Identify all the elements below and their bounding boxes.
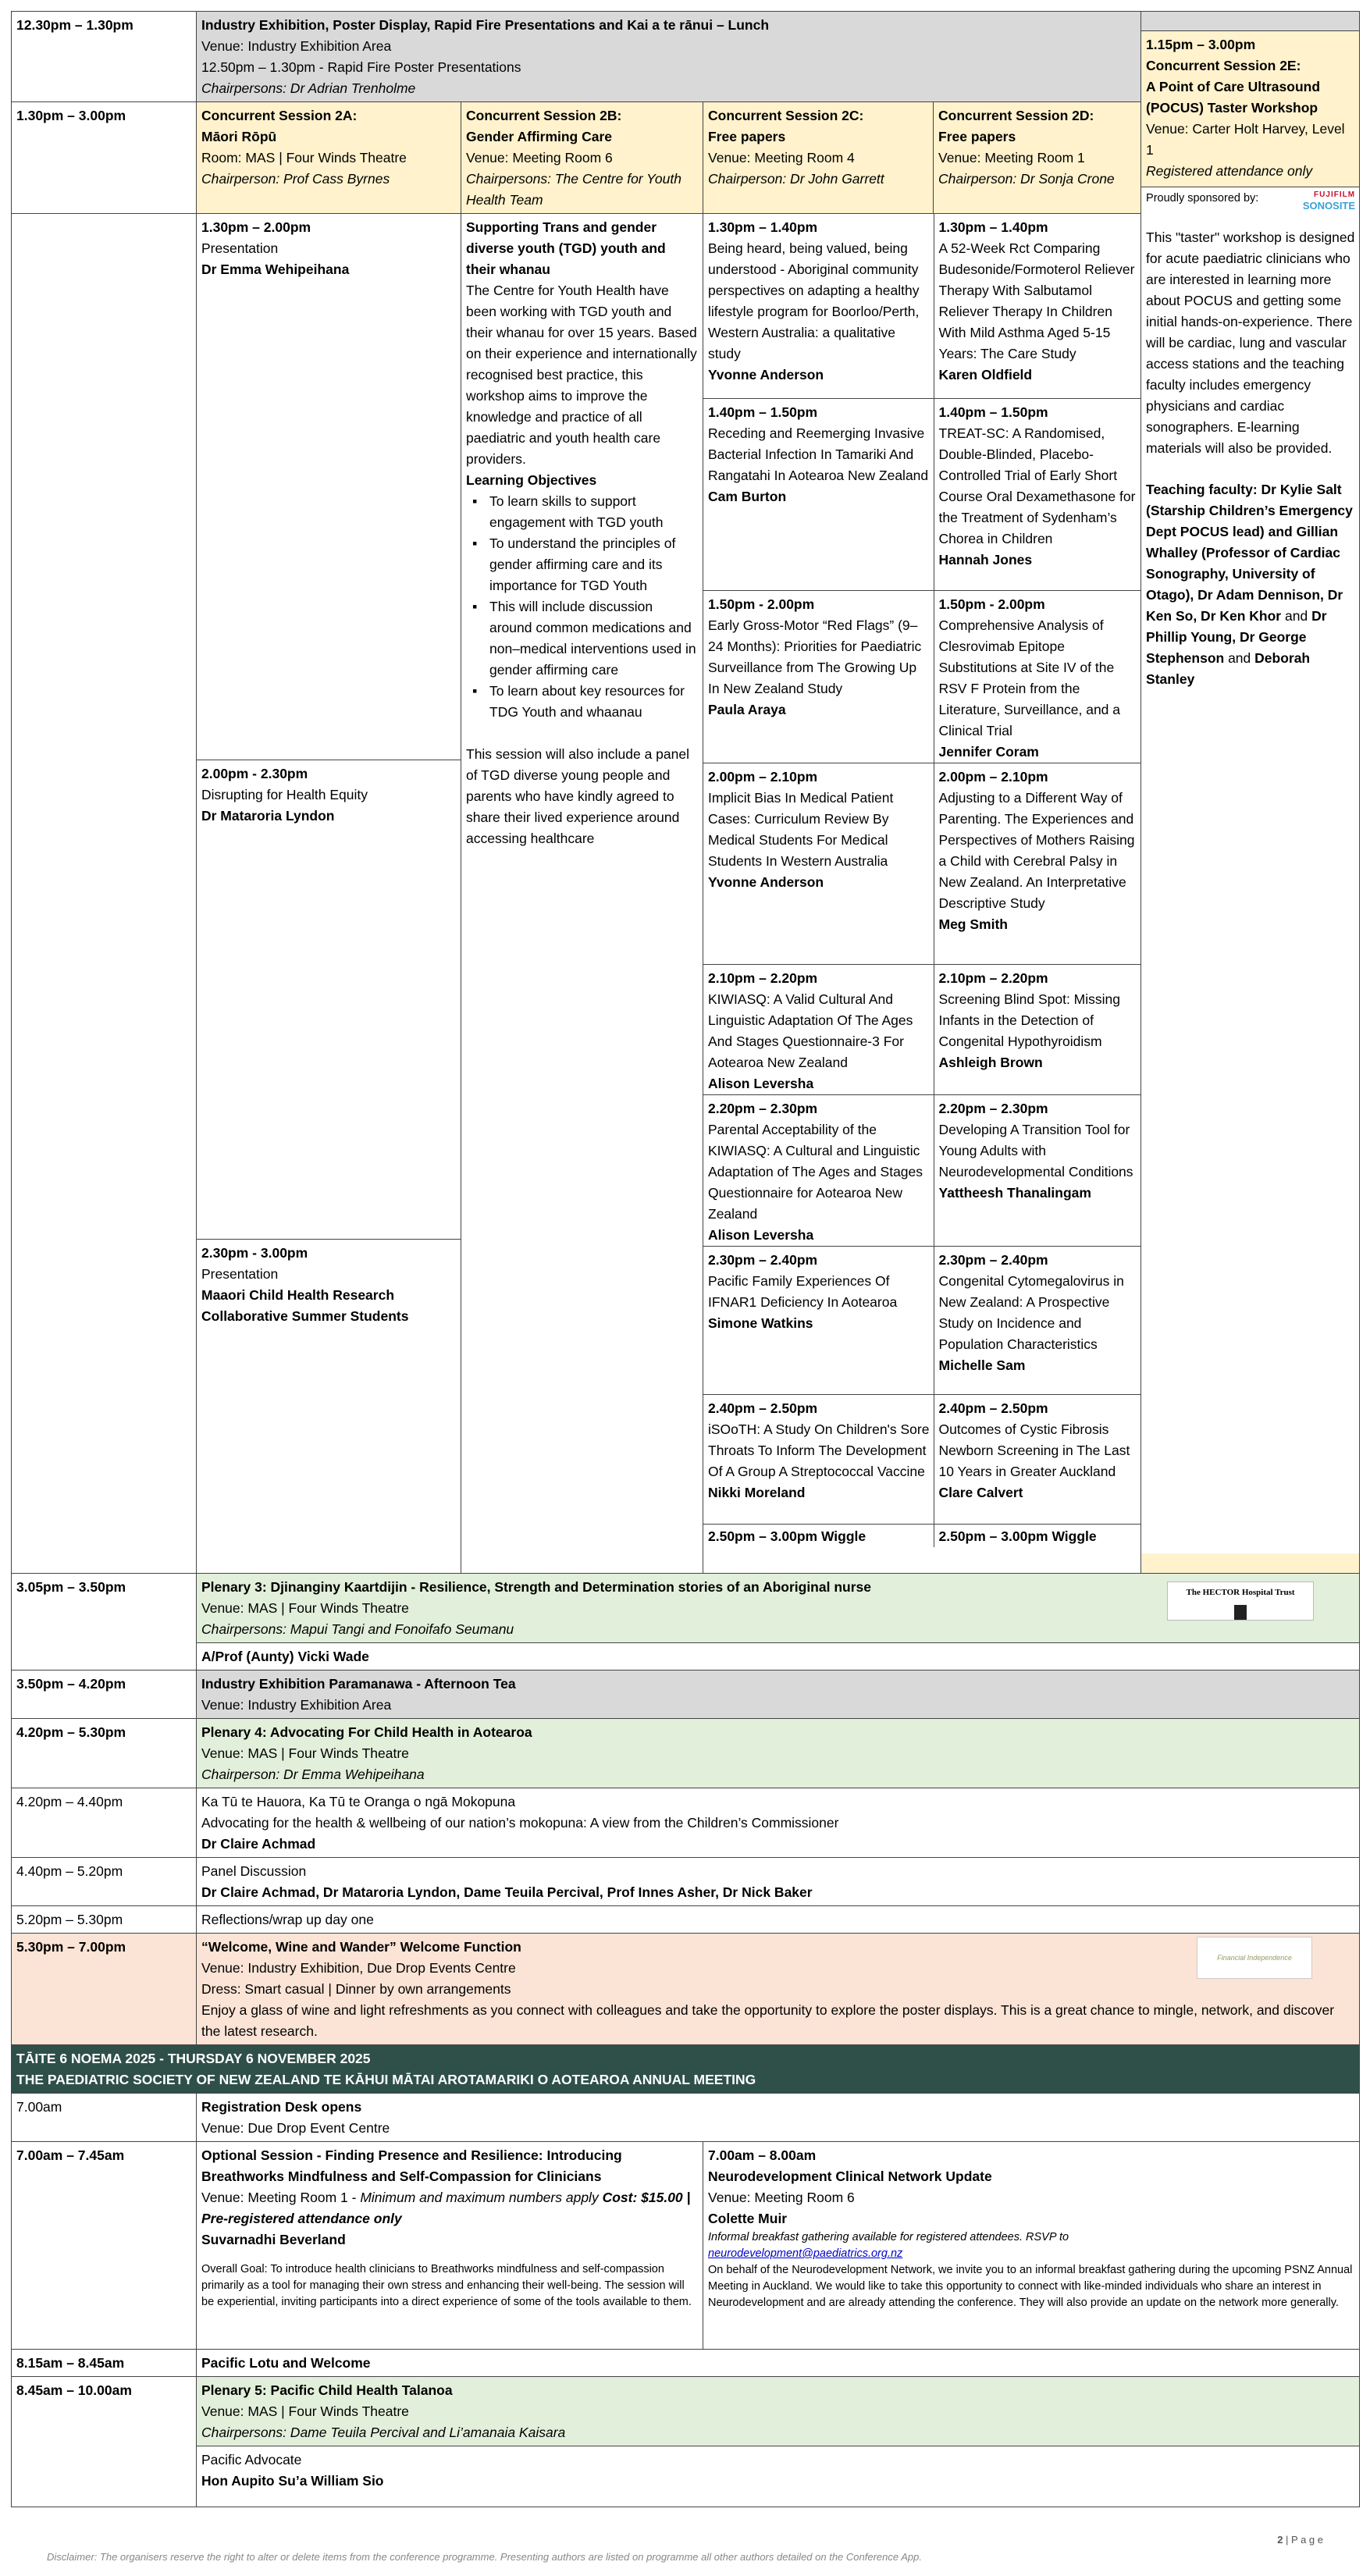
plenary3-speaker: A/Prof (Aunty) Vicki Wade bbox=[197, 1643, 1360, 1670]
s2a-item: 1.30pm – 2.00pm Presentation Dr Emma Wehipeihana bbox=[197, 214, 461, 760]
paper-speaker: Yvonne Anderson bbox=[708, 873, 824, 890]
paper-speaker: Cam Burton bbox=[708, 488, 787, 504]
talk1-row bbox=[12, 1788, 1360, 1858]
concurrent-time-empty bbox=[12, 214, 197, 1574]
programme-page bbox=[11, 11, 1359, 2534]
paper-title: Comprehensive Analysis of Clesrovimab Epitope Substitutions at Site IV of the RSV F Protein from the Literature, Surveillance, and a Clinical Trial bbox=[938, 617, 1120, 738]
session2c-header: Concurrent Session 2C: Free papers Venue: Meeting Room 4 Chairperson: Dr John Garrett bbox=[703, 102, 934, 214]
paper-time: 2.00pm – 2.10pm bbox=[708, 768, 818, 785]
session2d-paper bbox=[934, 763, 1141, 964]
session2cd-body bbox=[703, 214, 1141, 1574]
paper-speaker: Paula Araya bbox=[708, 701, 786, 717]
panel-row bbox=[12, 1858, 1360, 1906]
session2d-paper bbox=[934, 1246, 1141, 1394]
paper-time: 2.00pm – 2.10pm bbox=[938, 768, 1048, 785]
reg-time: 7.00am bbox=[12, 2094, 197, 2142]
reg-row bbox=[12, 2094, 1360, 2142]
session2d-header: Concurrent Session 2D: Free papers Venue: Meeting Room 1 Chairperson: Dr Sonja Crone bbox=[934, 102, 1141, 214]
paper-time: 1.30pm – 1.40pm bbox=[938, 219, 1048, 235]
sponsor-logo: Financial Independence bbox=[1197, 1937, 1312, 1979]
paper-speaker: Ashleigh Brown bbox=[938, 1054, 1043, 1070]
session2c-paper bbox=[703, 763, 934, 964]
paper-title: Screening Blind Spot: Missing Infants in the Detection of Congenital Hypothyroidism bbox=[938, 991, 1120, 1049]
hector-trust-logo: The HECTOR Hospital Trust bbox=[1167, 1582, 1314, 1621]
paper-title: Being heard, being valued, being understood - Aboriginal community perspectives on adapting a healthy lifestyle program for Boorloo/Perth, Western Australia: a qualitative study bbox=[708, 240, 920, 361]
s2a-item: 2.30pm - 3.00pm Presentation Maaori Child Health Research Collaborative Summer Students bbox=[201, 1245, 409, 1324]
session2e-top-spacer bbox=[1141, 12, 1360, 31]
paper-time: 2.20pm – 2.30pm bbox=[938, 1100, 1048, 1116]
free-paper-slot-row bbox=[703, 1094, 1141, 1246]
plenary3-chairs: Chairpersons: Mapui Tangi and Fonoifafo Seumanu bbox=[201, 1621, 514, 1637]
paper-time: 1.50pm - 2.00pm bbox=[938, 596, 1045, 612]
lunch-row bbox=[12, 12, 1360, 31]
s2b-title: Supporting Trans and gender diverse youth (TGD) youth and their whanau bbox=[466, 219, 666, 277]
paper-speaker: Nikki Moreland bbox=[708, 1484, 806, 1500]
paper-speaker: Simone Watkins bbox=[708, 1315, 813, 1331]
session2e-title2: A Point of Care Ultrasound (POCUS) Taster Workshop bbox=[1146, 79, 1321, 116]
session2a-header: Concurrent Session 2A: Māori Rōpū Room: MAS | Four Winds Theatre Chairperson: Prof Cass Byrnes bbox=[197, 102, 461, 214]
session2e-desc: This "taster" workshop is designed for acute paediatric clinicians who are interested in learning more about POCUS and getting some initial hands-on-experience. There will be cardiac, lung and vascular access stations and the teaching faculty includes emergency physicians and cardiac sonographers. E-learning materials will also be provided. bbox=[1146, 229, 1355, 456]
tea-row bbox=[12, 1670, 1360, 1719]
paper-title: A 52-Week Rct Comparing Budesonide/Formoterol Reliever Therapy With Salbutamol Reliever Therapy In Children With Mild Asthma Aged 5-15 Years: The Care Study bbox=[938, 240, 1135, 361]
objective-item: ▪ This will include discussion around common medications and non–medical interventions used in gender affirming care bbox=[489, 596, 699, 681]
paper-time: 2.30pm – 2.40pm bbox=[938, 1251, 1048, 1268]
paper-time: 1.40pm – 1.50pm bbox=[938, 404, 1048, 420]
paper-speaker: Hannah Jones bbox=[938, 551, 1033, 568]
session2d-paper bbox=[934, 1394, 1141, 1524]
panel-cell: Panel Discussion Dr Claire Achmad, Dr Mataroria Lyndon, Dame Teuila Percival, Prof Innes Asher, Dr Nick Baker bbox=[197, 1858, 1360, 1906]
session2d-paper bbox=[934, 398, 1141, 590]
welcome-time: 5.30pm – 7.00pm bbox=[12, 1934, 197, 2045]
fujifilm-sonosite-logo: FUJIFILM SONOSITE bbox=[1302, 190, 1356, 212]
paper-time: 2.40pm – 2.50pm bbox=[708, 1400, 818, 1416]
page-footer bbox=[0, 2534, 1370, 2576]
s2b-objectives bbox=[466, 491, 699, 723]
paper-speaker: Karen Oldfield bbox=[938, 367, 1033, 382]
s2b-desc: The Centre for Youth Health have been working with TGD youth and their whanau for over 15 years. Based on their experience and internationally recognised best practice, this workshop aims to improve the knowledge and practice of all paediatric and youth health care providers. bbox=[466, 283, 697, 467]
free-paper-slot-row bbox=[703, 763, 1141, 964]
session2c-paper bbox=[703, 398, 934, 590]
session2c-paper bbox=[703, 1094, 934, 1246]
day2-banner bbox=[12, 2045, 1360, 2094]
paper-time: 2.10pm – 2.20pm bbox=[938, 970, 1048, 986]
paper-speaker: Jennifer Coram bbox=[938, 743, 1039, 760]
session2b-body bbox=[461, 214, 703, 1574]
paper-title: KIWIASQ: A Valid Cultural And Linguistic Adaptation Of The Ages And Stages Questionnaire-3 For Aotearoa New Zealand bbox=[708, 991, 913, 1070]
page-number: 2 | P a g e bbox=[1277, 2534, 1323, 2546]
objective-item: ▪ To learn skills to support engagement with TGD youth bbox=[489, 491, 699, 533]
s2a-item: 2.00pm - 2.30pm Disrupting for Health Equity Dr Mataroria Lyndon bbox=[197, 760, 461, 1240]
paper-speaker: Clare Calvert bbox=[938, 1484, 1023, 1500]
lotu-cell: Pacific Lotu and Welcome bbox=[197, 2350, 1360, 2377]
session2b-header: Concurrent Session 2B: Gender Affirming Care Venue: Meeting Room 6 Chairpersons: The Centre for Youth Health Team bbox=[461, 102, 703, 214]
paper-speaker: Meg Smith bbox=[938, 916, 1008, 932]
session2c-paper bbox=[703, 590, 934, 763]
free-paper-slot-row bbox=[703, 964, 1141, 1094]
objective-item: ▪ To learn about key resources for TDG Youth and whaanau bbox=[489, 681, 699, 723]
plenary3-time: 3.05pm – 3.50pm bbox=[12, 1574, 197, 1670]
optional-cell bbox=[197, 2142, 703, 2350]
lunch-time: 12.30pm – 1.30pm bbox=[12, 12, 197, 102]
reflect-cell: Reflections/wrap up day one bbox=[197, 1906, 1360, 1934]
optional-prereg: Pre-registered attendance only bbox=[201, 2211, 402, 2226]
paper-title: Developing A Transition Tool for Young Adults with Neurodevelopmental Conditions bbox=[938, 1121, 1133, 1179]
paper-title: Congenital Cytomegalovirus in New Zealand: A Prospective Study on Incidence and Population Characteristics bbox=[938, 1272, 1124, 1352]
plenary4-time: 4.20pm – 5.30pm bbox=[12, 1719, 197, 1788]
session2d-paper bbox=[934, 964, 1141, 1094]
programme-table bbox=[11, 11, 1360, 2507]
paper-time: 2.20pm – 2.30pm bbox=[708, 1100, 818, 1116]
session2e-time: 1.15pm – 3.00pm bbox=[1146, 37, 1256, 52]
session2e-title1: Concurrent Session 2E: bbox=[1146, 58, 1301, 73]
paper-title: Implicit Bias In Medical Patient Cases: Curriculum Review By Medical Students For Medical Students In Western Australia bbox=[708, 789, 894, 869]
lotu-row bbox=[12, 2350, 1360, 2377]
paper-speaker: Yattheesh Thanalingam bbox=[938, 1184, 1091, 1201]
paper-title: iSOoTH: A Study On Children's Sore Throats To Inform The Development Of A Group A Streptococcal Vaccine bbox=[708, 1421, 930, 1479]
paper-time: 1.30pm – 1.40pm bbox=[708, 219, 818, 235]
paper-title: Receding and Reemerging Invasive Bacterial Infection In Tamariki And Rangatahi In Aotearoa New Zealand bbox=[708, 425, 929, 483]
optional-title: Optional Session - Finding Presence and Resilience: Introducing Breathworks Mindfulness and Self-Compassion for Clinicians bbox=[201, 2147, 622, 2184]
session2c-paper bbox=[703, 1246, 934, 1394]
paper-title: Pacific Family Experiences Of IFNAR1 Deficiency In Aotearoa bbox=[708, 1272, 898, 1310]
paper-time: 1.50pm - 2.00pm bbox=[708, 596, 815, 612]
session2d-paper bbox=[934, 1094, 1141, 1246]
sponsor-label: Proudly sponsored by: bbox=[1146, 192, 1259, 205]
paper-speaker: Alison Leversha bbox=[708, 1075, 814, 1091]
plenary3-title: Plenary 3: Djinanginy Kaartdijin - Resilience, Strength and Determination stories of an Aboriginal nurse bbox=[201, 1579, 871, 1595]
paper-time: 1.40pm – 1.50pm bbox=[708, 404, 818, 420]
session2c-paper bbox=[703, 214, 934, 398]
lunch-venue: Venue: Industry Exhibition Area bbox=[201, 38, 392, 54]
session2c-paper bbox=[703, 964, 934, 1094]
free-paper-slot-row bbox=[703, 590, 1141, 763]
reg-cell: Registration Desk opens Venue: Due Drop Event Centre bbox=[197, 2094, 1360, 2142]
lunch-rapid: 12.50pm – 1.30pm - Rapid Fire Poster Presentations bbox=[201, 59, 521, 75]
tea-time: 3.50pm – 4.20pm bbox=[12, 1670, 197, 1719]
reflect-time: 5.20pm – 5.30pm bbox=[12, 1906, 197, 1934]
lotu-time: 8.15am – 8.45am bbox=[12, 2350, 197, 2377]
paper-title: Parental Acceptability of the KIWIASQ: A Cultural and Linguistic Adaptation of The Ages and Stages Questionnaire for Aotearoa New Zealand bbox=[708, 1121, 923, 1222]
free-paper-slot-row bbox=[703, 1246, 1141, 1394]
optional-venue: Venue: Meeting Room 1 - Minimum and maximum numbers apply Cost: $15.00 | bbox=[201, 2190, 691, 2205]
paper-speaker: Michelle Sam bbox=[938, 1357, 1026, 1373]
wiggle-d: 2.50pm – 3.00pm Wiggle bbox=[934, 1524, 1141, 1547]
s2b-panel: This session will also include a panel of TGD diverse young people and parents who have kindly agreed to share their lived experience around accessing healthcare bbox=[466, 746, 689, 846]
concurrent-time: 1.30pm – 3.00pm bbox=[12, 102, 197, 214]
plenary3-venue: Venue: MAS | Four Winds Theatre bbox=[201, 1600, 409, 1616]
paper-title: Adjusting to a Different Way of Parenting. The Experiences and Perspectives of Mothers Raising a Child with Cerebral Palsy in New Zealand. An Interpretative Descriptive Study bbox=[938, 789, 1135, 911]
paper-title: TREAT-SC: A Randomised, Double-Blinded, Placebo-Controlled Trial of Early Short Course Oral Dexamethasone for the Treatment of Sydenham’s Chorea in Children bbox=[938, 425, 1136, 546]
panel-time: 4.40pm – 5.20pm bbox=[12, 1858, 197, 1906]
lunch-cell bbox=[197, 12, 1141, 102]
optional-speaker: Suvarnadhi Beverland bbox=[201, 2232, 346, 2247]
plenary5-speaker-cell: Pacific Advocate Hon Aupito Su’a William Sio bbox=[197, 2446, 1360, 2507]
day2-cell: TĀITE 6 NOEMA 2025 - THURSDAY 6 NOVEMBER 2025 THE PAEDIATRIC SOCIETY OF NEW ZEALAND TE KĀHUI MĀTAI AROTAMARIKI O AOTEAROA ANNUAL MEETING bbox=[12, 2045, 1360, 2094]
session2e-faculty: Teaching faculty: Dr Kylie Salt (Starship Children’s Emergency Dept POCUS lead) and Gillian Whalley (Professor of Cardiac Sonography, University of Otago), Dr Adam Dennison, Dr Ken So, Dr Ken Khor and Dr Phillip Young, Dr George Stephenson and Deborah Stanley bbox=[1146, 482, 1353, 687]
disclaimer: Disclaimer: The organisers reserve the right to alter or delete items from the conference programme. Presenting authors are listed on programme all other authors detailed on the Conference App. bbox=[47, 2551, 922, 2563]
paper-time: 2.40pm – 2.50pm bbox=[938, 1400, 1048, 1416]
optional-goal: Overall Goal: To introduce health clinicians to Breathworks mindfulness and self-compassion primarily as a tool for managing their own stress and enhancing their well-being. The session will be experiential, inviting participants into a direct experience of some of the tools available to them. bbox=[201, 2263, 692, 2308]
neuro-email-link[interactable]: neurodevelopment@paediatrics.org.nz bbox=[708, 2247, 903, 2260]
paper-title: Outcomes of Cystic Fibrosis Newborn Screening in The Last 10 Years in Greater Auckland bbox=[938, 1421, 1130, 1479]
welcome-cell: “Welcome, Wine and Wander” Welcome Function Venue: Industry Exhibition, Due Drop Events Centre Dress: Smart casual | Dinner by own arrangements Enjoy a glass of wine and light refreshments as you connect with colleagues and take the opportunity to explore the poster displays. This is a great chance to mingle, network, and discover the latest research. Financial Independence bbox=[197, 1934, 1360, 2045]
paper-time: 2.10pm – 2.20pm bbox=[708, 970, 818, 986]
tea-cell: Industry Exhibition Paramanawa - Afternoon Tea Venue: Industry Exhibition Area bbox=[197, 1670, 1360, 1719]
plenary5-cell: Plenary 5: Pacific Child Health Talanoa Venue: MAS | Four Winds Theatre Chairpersons: Dame Teuila Percival and Li’amanaia Kaisara bbox=[197, 2377, 1360, 2446]
neuro-cell: 7.00am – 8.00am Neurodevelopment Clinical Network Update Venue: Meeting Room 6 Colette Muir Informal breakfast gathering available for registered attendees. RSVP to neurodevelopment@paediatrics.org.nz On behalf of the Neurodevelopment Network, we invite you to an informal breakfast gathering during the upcoming PSNZ Annual Meeting in Auckland. We would like to take this opportunity to connect with like-minded individuals who share an interest in Neurodevelopment and are already attending the conference. They will also provide an update on the network more generally. bbox=[703, 2142, 1360, 2350]
reflect-row bbox=[12, 1906, 1360, 1934]
plenary3-row bbox=[12, 1574, 1360, 1643]
objective-item: ▪ To understand the principles of gender affirming care and its importance for TGD Youth bbox=[489, 533, 699, 596]
free-paper-slot-row bbox=[703, 214, 1141, 398]
session2d-paper bbox=[934, 590, 1141, 763]
session2d-paper bbox=[934, 214, 1141, 398]
morning-row bbox=[12, 2142, 1360, 2350]
paper-title: Early Gross-Motor “Red Flags” (9–24 Months): Priorities for Paediatric Surveillance from The Growing Up In New Zealand Study bbox=[708, 617, 922, 696]
neuro-note: Informal breakfast gathering available for registered attendees. RSVP to neurodevelopment@paediatrics.org.nz bbox=[708, 2231, 1069, 2260]
optional-time: 7.00am – 7.45am bbox=[12, 2142, 197, 2350]
plenary5-row bbox=[12, 2377, 1360, 2446]
s2b-lo-head: Learning Objectives bbox=[466, 472, 597, 488]
free-paper-slot-row bbox=[703, 398, 1141, 590]
lunch-chairs: Chairpersons: Dr Adrian Trenholme bbox=[201, 80, 416, 96]
lunch-title: Industry Exhibition, Poster Display, Rapid Fire Presentations and Kai a te rānui – Lunch bbox=[201, 17, 770, 33]
wiggle-row bbox=[703, 1524, 1141, 1547]
talk1-time: 4.20pm – 4.40pm bbox=[12, 1788, 197, 1858]
paper-speaker: Yvonne Anderson bbox=[708, 367, 824, 382]
free-paper-slot-row bbox=[703, 1394, 1141, 1524]
session2e-reg: Registered attendance only bbox=[1146, 163, 1313, 179]
plenary3-cell bbox=[197, 1574, 1360, 1643]
plenary4-row bbox=[12, 1719, 1360, 1788]
wiggle-c: 2.50pm – 3.00pm Wiggle bbox=[703, 1524, 934, 1547]
plenary4-cell: Plenary 4: Advocating For Child Health in Aotearoa Venue: MAS | Four Winds Theatre Chairperson: Dr Emma Wehipeihana bbox=[197, 1719, 1360, 1788]
welcome-row bbox=[12, 1934, 1360, 2045]
session2c-paper bbox=[703, 1394, 934, 1524]
session2a-body bbox=[197, 214, 461, 1574]
plenary5-time: 8.45am – 10.00am bbox=[12, 2377, 197, 2507]
talk1-cell: Ka Tū te Hauora, Ka Tū te Oranga o ngā Mokopuna Advocating for the health & wellbeing of our nation’s mokopuna: A view from the Children’s Commissioner Dr Claire Achmad bbox=[197, 1788, 1360, 1858]
session2e-venue: Venue: Carter Holt Harvey, Level 1 bbox=[1146, 121, 1345, 158]
paper-time: 2.30pm – 2.40pm bbox=[708, 1251, 818, 1268]
paper-speaker: Alison Leversha bbox=[708, 1226, 814, 1243]
session2e-cell bbox=[1141, 31, 1360, 1574]
